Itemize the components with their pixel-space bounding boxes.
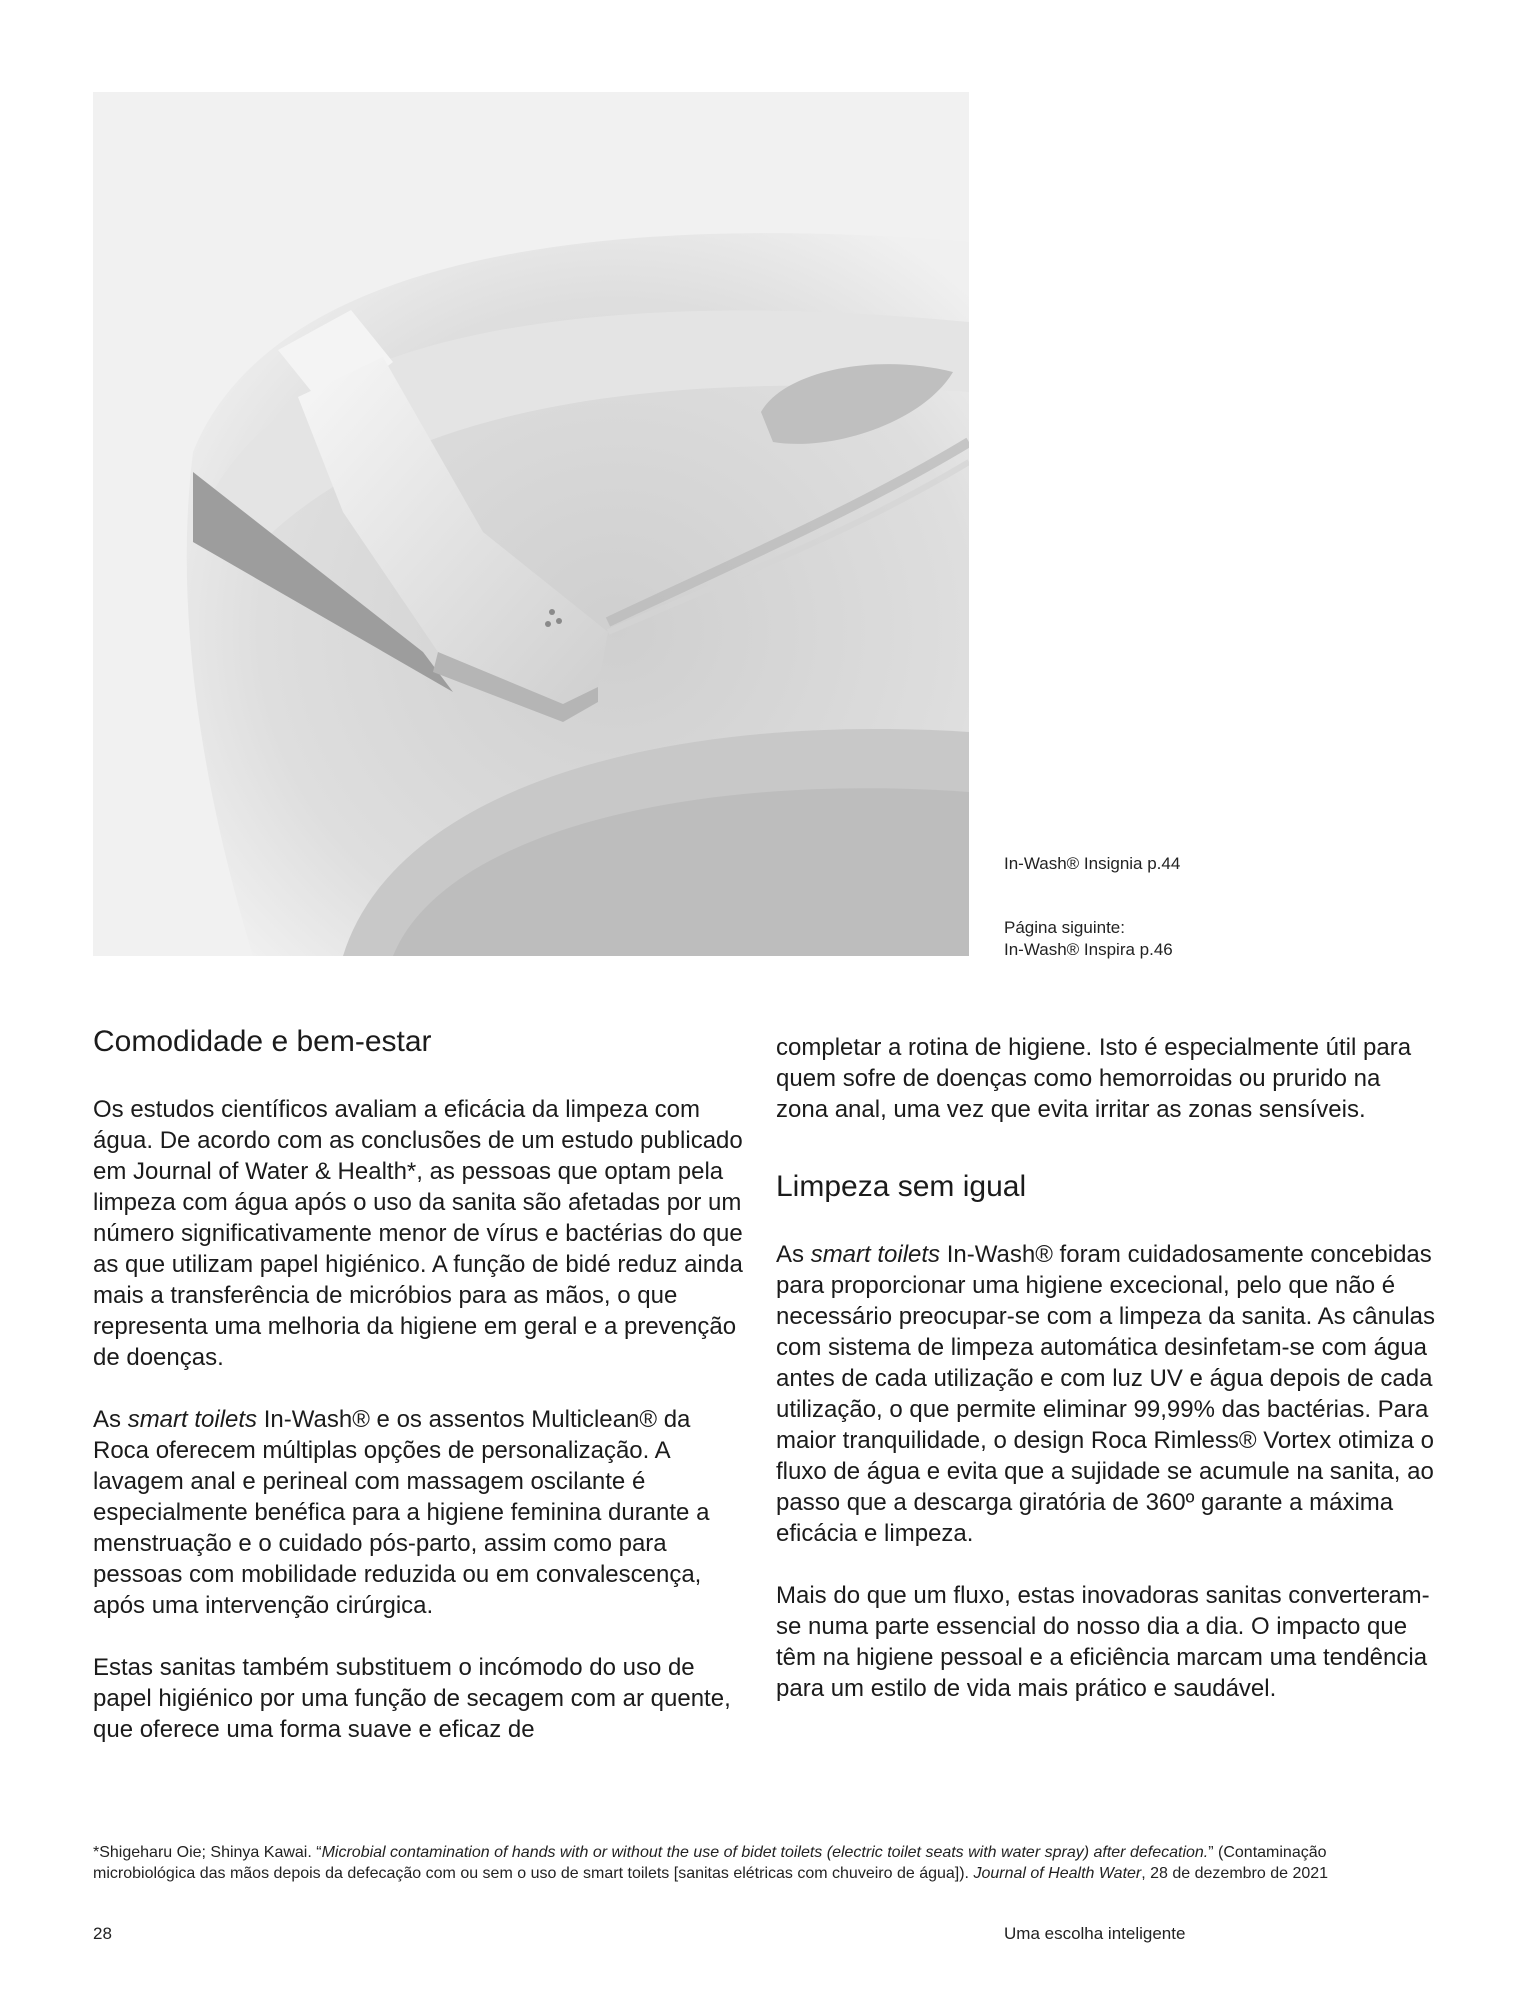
text-run-italic: smart toilets: [127, 1406, 258, 1433]
product-photo-bidet-nozzle: [93, 92, 969, 956]
footnote-date: , 28 de dezembro de 2021: [1141, 1865, 1329, 1882]
footnote-journal: Journal of Health Water: [973, 1865, 1142, 1882]
footnote-translation: ” (Contaminação microbiológica das mãos depois da defecação com ou sem o uso de smart toilets [sanitas elétricas com chuveiro de água]).: [93, 1844, 1327, 1882]
text-run: In-Wash® foram cuidadosamente concebidas para proporcionar uma higiene excecional, pelo que não é necessário preocupar-se com a limpeza da sanita. As cânulas com sistema de limpeza automática desinfetam-se com água antes de cada utilização e com luz UV e água depois de cada utilização, o que permite eliminar 99,99% das bactérias. Para maior tranquilidade, o design Roca Rimless® Vortex otimiza o fluxo de água e evita que a sujidade se acumule na sanita, ao passo que a descarga giratória de 360º garante a máxima eficácia e limpeza.: [776, 1241, 1436, 1547]
text-run: As: [776, 1241, 811, 1268]
footnote-authors: *Shigeharu Oie; Shinya Kawai. “: [93, 1844, 322, 1861]
footnote: [93, 1842, 1343, 1884]
image-caption-product: In-Wash® Insignia p.44: [1004, 854, 1181, 873]
left-column: [93, 1024, 743, 1776]
page-number: 28: [93, 1924, 112, 1943]
text-run-italic: smart toilets: [810, 1241, 941, 1268]
body-paragraph: [93, 1404, 743, 1621]
caption-next-label: Página siguinte:: [1004, 918, 1125, 937]
body-paragraph: Os estudos científicos avaliam a eficácia da limpeza com água. De acordo com as conclusões de um estudo publicado em Journal of Water & Health*, as pessoas que optam pela limpeza com água após o uso da sanita são afetadas por um número significativamente menor de vírus e bactérias do que as que utilizam papel higiénico. A função de bidé reduz ainda mais a transferência de micróbios para as mãos, o que representa uma melhoria da higiene em geral e a prevenção de doenças.: [93, 1096, 743, 1371]
running-title: Uma escolha inteligente: [1004, 1924, 1186, 1943]
right-column: [776, 1032, 1436, 1735]
text-run: As: [93, 1406, 128, 1433]
caption-next-product: In-Wash® Inspira p.46: [1004, 940, 1173, 959]
body-paragraph: Mais do que um fluxo, estas inovadoras sanitas converteram-se numa parte essencial do nosso dia a dia. O impacto que têm na higiene pessoal e a eficiência marcam uma tendência para um estilo de vida mais prático e saudável.: [776, 1582, 1430, 1702]
body-paragraph: [776, 1239, 1436, 1549]
body-paragraph: Estas sanitas também substituem o incómodo do uso de papel higiénico por uma função de secagem com ar quente, que oferece uma forma suave e eficaz de: [93, 1654, 731, 1743]
section-heading-cleaning: Limpeza sem igual: [776, 1170, 1027, 1203]
text-run: In-Wash® e os assentos Multiclean® da Roca oferecem múltiplas opções de personalização. A lavagem anal e perineal com massagem oscilante é especialmente benéfica para a higiene feminina durante a menstruação e o cuidado pós-parto, assim como para pessoas com mobilidade reduzida ou em convalescença, após uma intervenção cirúrgica.: [93, 1406, 710, 1619]
footnote-title: Microbial contamination of hands with or without the use of bidet toilets (electric toilet seats with water spray) after defecation.: [321, 1844, 1209, 1861]
image-caption-next-page: [1004, 917, 1173, 961]
body-paragraph-continued: completar a rotina de higiene. Isto é especialmente útil para quem sofre de doenças como hemorroidas ou prurido na zona anal, uma vez que evita irritar as zonas sensíveis.: [776, 1034, 1412, 1123]
section-heading-comfort: Comodidade e bem-estar: [93, 1025, 432, 1058]
